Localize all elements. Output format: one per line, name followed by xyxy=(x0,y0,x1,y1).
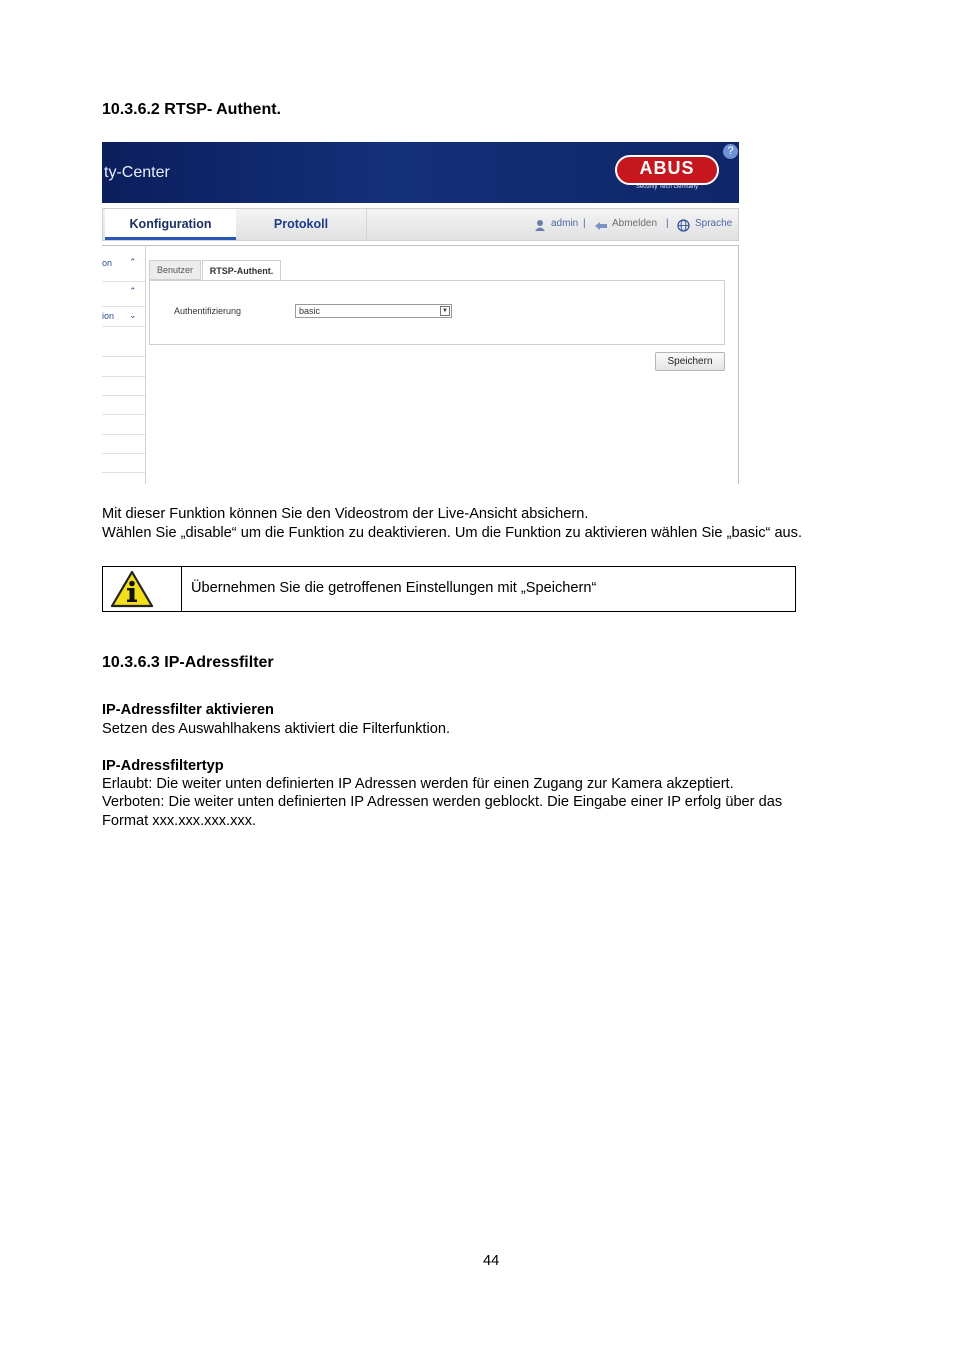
help-icon[interactable]: ? xyxy=(723,144,738,159)
auth-label: Authentifizierung xyxy=(174,306,242,316)
leftnav-item-10[interactable] xyxy=(102,453,145,473)
leftnav-item-7[interactable] xyxy=(102,395,145,415)
subtab-benutzer[interactable]: Benutzer xyxy=(149,260,201,280)
logout-icon xyxy=(594,220,608,230)
warning-info-icon xyxy=(110,570,154,608)
note-box xyxy=(102,566,796,612)
page-number: 44 xyxy=(483,1253,500,1269)
chevron-down-icon: ⌄ xyxy=(129,310,137,320)
main-navbar xyxy=(102,208,739,241)
user-name-link[interactable]: admin xyxy=(551,218,579,229)
leftnav-item-9[interactable] xyxy=(102,434,145,454)
paragraph-rtsp-1: Mit dieser Funktion können Sie den Videostrom der Live-Ansicht absichern. xyxy=(102,506,589,522)
note-text: Übernehmen Sie die getroffenen Einstellungen mit „Speichern“ xyxy=(191,580,597,596)
section-heading-ip-filter: 10.3.6.3 IP-Adressfilter xyxy=(102,654,274,671)
note-divider xyxy=(181,567,182,611)
chevron-up-icon: ⌃ xyxy=(129,286,137,296)
user-icon xyxy=(534,219,546,231)
subtab-rtsp-authent[interactable]: RTSP-Authent. xyxy=(202,260,281,281)
subheading-activate: IP-Adressfilter aktivieren xyxy=(102,702,274,718)
save-button[interactable]: Speichern xyxy=(655,352,725,371)
leftnav-item-1-label: on xyxy=(102,258,113,268)
auth-select[interactable] xyxy=(295,304,452,318)
left-navigation xyxy=(102,245,146,484)
app-banner xyxy=(102,142,739,203)
leftnav-item-6[interactable] xyxy=(102,376,145,396)
logo-subtext: Security Tech Germany xyxy=(635,184,699,190)
paragraph-rtsp-2: Wählen Sie „disable“ um die Funktion zu deaktivieren. Um die Funktion zu aktivieren wählen Sie „basic“ aus. xyxy=(102,525,803,541)
leftnav-item-4[interactable] xyxy=(102,337,145,357)
abus-logo xyxy=(615,155,719,185)
nav-separator: | xyxy=(583,218,586,229)
dropdown-arrow-icon[interactable]: ▼ xyxy=(440,306,450,316)
logout-link[interactable]: Abmelden xyxy=(612,218,658,229)
tab-protokoll[interactable]: Protokoll xyxy=(236,209,367,240)
screenshot-rtsp-config xyxy=(102,142,739,484)
section-heading-rtsp: 10.3.6.2 RTSP- Authent. xyxy=(102,101,281,118)
banner-title: ty-Center xyxy=(104,164,170,181)
subheading-filter-type: IP-Adressfiltertyp xyxy=(102,758,224,774)
leftnav-item-3[interactable] xyxy=(102,306,145,327)
globe-icon xyxy=(677,219,690,232)
paragraph-type-2: Verboten: Die weiter unten definierten IP Adressen werden geblockt. Die Eingabe einer IP erfolg über das xyxy=(102,794,783,810)
paragraph-type-1: Erlaubt: Die weiter unten definierten IP Adressen werden für einen Zugang zur Kamera akzeptiert. xyxy=(102,776,734,792)
leftnav-item-1[interactable] xyxy=(102,255,145,274)
paragraph-type-3: Format xxx.xxx.xxx.xxx. xyxy=(102,813,257,829)
tab-konfiguration[interactable]: Konfiguration xyxy=(105,209,236,240)
paragraph-activate: Setzen des Auswahlhakens aktiviert die Filterfunktion. xyxy=(102,721,451,737)
leftnav-item-8[interactable] xyxy=(102,415,145,435)
leftnav-item-3-label: ion xyxy=(102,311,115,321)
language-link[interactable]: Sprache xyxy=(695,218,733,229)
leftnav-item-2[interactable] xyxy=(102,281,145,301)
chevron-up-icon: ⌃ xyxy=(129,257,137,267)
nav-separator-2: | xyxy=(666,218,669,229)
leftnav-item-5[interactable] xyxy=(102,357,145,377)
auth-select-value: basic xyxy=(299,306,321,316)
logo-text: ABUS xyxy=(639,158,695,178)
